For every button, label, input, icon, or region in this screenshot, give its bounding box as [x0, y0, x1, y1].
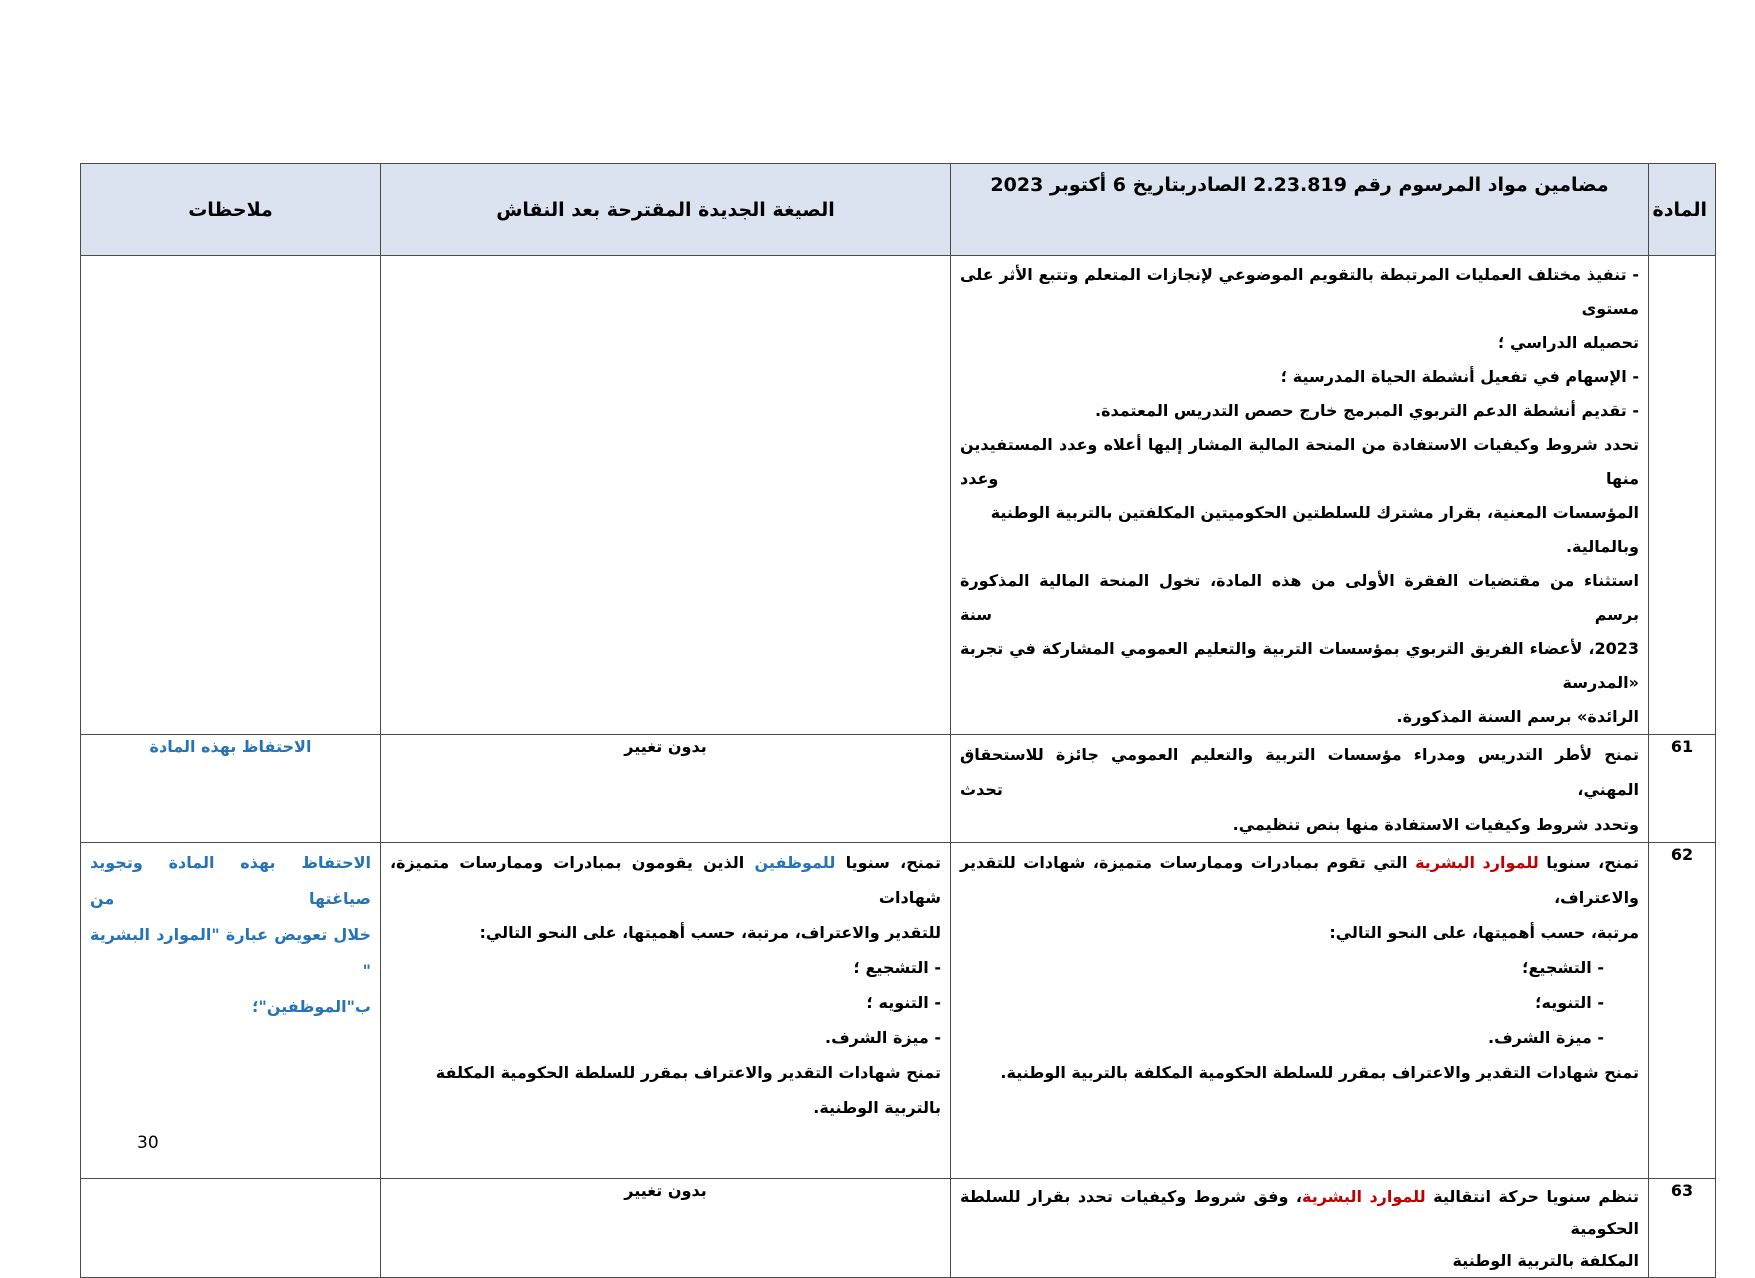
text-line: تمنح شهادات التقدير والاعتراف بمقرر للسلطة الحكومية المكلفة بالتربية الوطنية. [435, 1063, 941, 1117]
header-cell-new-version: الصيغة الجديدة المقترحة بعد النقاش [381, 164, 951, 256]
text-line: للتقدير والاعتراف، مرتبة، حسب أهميتها، على النحو التالي: [479, 923, 941, 942]
cell-article-number: 63 [1649, 1179, 1716, 1278]
text-line: الرائدة» برسم السنة المذكورة. [1396, 707, 1639, 726]
text-line: - ميزة الشرف. [824, 1028, 941, 1047]
page-number: 30 [137, 1133, 159, 1153]
cell-new-version: بدون تغيير [381, 735, 951, 843]
cell-notes [81, 1179, 381, 1278]
text-line: وتحدد شروط وكيفيات الاستفادة منها بنص تنظيمي. [1232, 815, 1639, 834]
text-line: - التشجيع؛ [1522, 958, 1604, 977]
cell-notes [81, 256, 381, 735]
table-row [81, 843, 1716, 1179]
text-line: الاحتفاظ بهذه المادة وتجويد صياغتها من [90, 853, 371, 908]
text-line: تنظم سنويا حركة انتقالية للموارد البشرية، وفق شروط وكيفيات تحدد بقرار للسلطة الحكومية [960, 1187, 1639, 1238]
text-line: - تنفيذ مختلف العمليات المرتبطة بالتقويم الموضوعي لإنجازات المتعلم وتتبع الأثر على مستوى [960, 265, 1639, 318]
text-line: استثناء من مقتضيات الفقرة الأولى من هذه المادة، تخول المنحة المالية المذكورة برسم سنة [960, 571, 1639, 624]
header-cell-decree: مضامين مواد المرسوم رقم 2.23.819 الصادربتاريخ 6 أكتوبر 2023 [951, 164, 1649, 256]
text-line: - التشجيع ؛ [853, 958, 941, 977]
cell-article-number: 62 [1649, 843, 1716, 1179]
cell-notes: الاحتفاظ بهذه المادة [81, 735, 381, 843]
text-line: مرتبة، حسب أهميتها، على النحو التالي: [1329, 923, 1639, 942]
table-header-row [81, 164, 1716, 256]
cell-new-version [381, 256, 951, 735]
text-line: تمنح، سنويا للموظفين الذين يقومون بمبادرات وممارسات متميزة، شهادات [390, 853, 942, 907]
text-line: تمنح لأطر التدريس ومدراء مؤسسات التربية والتعليم العمومي جائزة للاستحقاق المهني، تحدث [960, 745, 1639, 799]
cell-decree-content [951, 1179, 1649, 1278]
text-line: - تقديم أنشطة الدعم التربوي المبرمج خارج حصص التدريس المعتمدة. [1095, 401, 1639, 420]
text-line: المكلفة بالتربية الوطنية [1452, 1251, 1639, 1270]
cell-decree-content [951, 843, 1649, 1179]
cell-notes [81, 843, 381, 1179]
text-line: تحدد شروط وكيفيات الاستفادة من المنحة المالية المشار إليها أعلاه وعدد المستفيدين منها وعدد [960, 435, 1639, 488]
text-line: تمنح شهادات التقدير والاعتراف بمقرر للسلطة الحكومية المكلفة بالتربية الوطنية. [1000, 1063, 1639, 1082]
text-line: تحصيله الدراسي ؛ [1498, 333, 1639, 352]
text-line: - الإسهام في تفعيل أنشطة الحياة المدرسية ؛ [1280, 367, 1639, 386]
text-line: - التنويه؛ [1535, 993, 1604, 1012]
header-cell-notes: ملاحظات [81, 164, 381, 256]
text-line: 2023، لأعضاء الفريق التربوي بمؤسسات التربية والتعليم العمومي المشاركة في تجربة «المدرسة [960, 639, 1639, 692]
cell-new-version [381, 843, 951, 1179]
text-line: - التنويه ؛ [866, 993, 941, 1012]
cell-new-version: بدون تغيير [381, 1179, 951, 1278]
cell-article-number: 61 [1649, 735, 1716, 843]
cell-article-number [1649, 256, 1716, 735]
text-line: خلال تعويض عبارة "الموارد البشرية " [90, 925, 371, 980]
table-row [81, 1179, 1716, 1278]
text-line: تمنح، سنويا للموارد البشرية التي تقوم بمبادرات وممارسات متميزة، شهادات للتقدير والاعتراف، [960, 853, 1639, 907]
text-line: المؤسسات المعنية، بقرار مشترك للسلطتين الحكوميتين المكلفتين بالتربية الوطنية وبالمالية. [990, 503, 1639, 556]
comparison-table [80, 163, 1716, 1278]
text-line: ب"الموظفين"؛ [252, 997, 371, 1016]
cell-decree-content [951, 256, 1649, 735]
table-row [81, 735, 1716, 843]
cell-decree-content [951, 735, 1649, 843]
table-row [81, 256, 1716, 735]
header-cell-article: المادة [1649, 164, 1716, 256]
text-line: - ميزة الشرف. [1487, 1028, 1604, 1047]
